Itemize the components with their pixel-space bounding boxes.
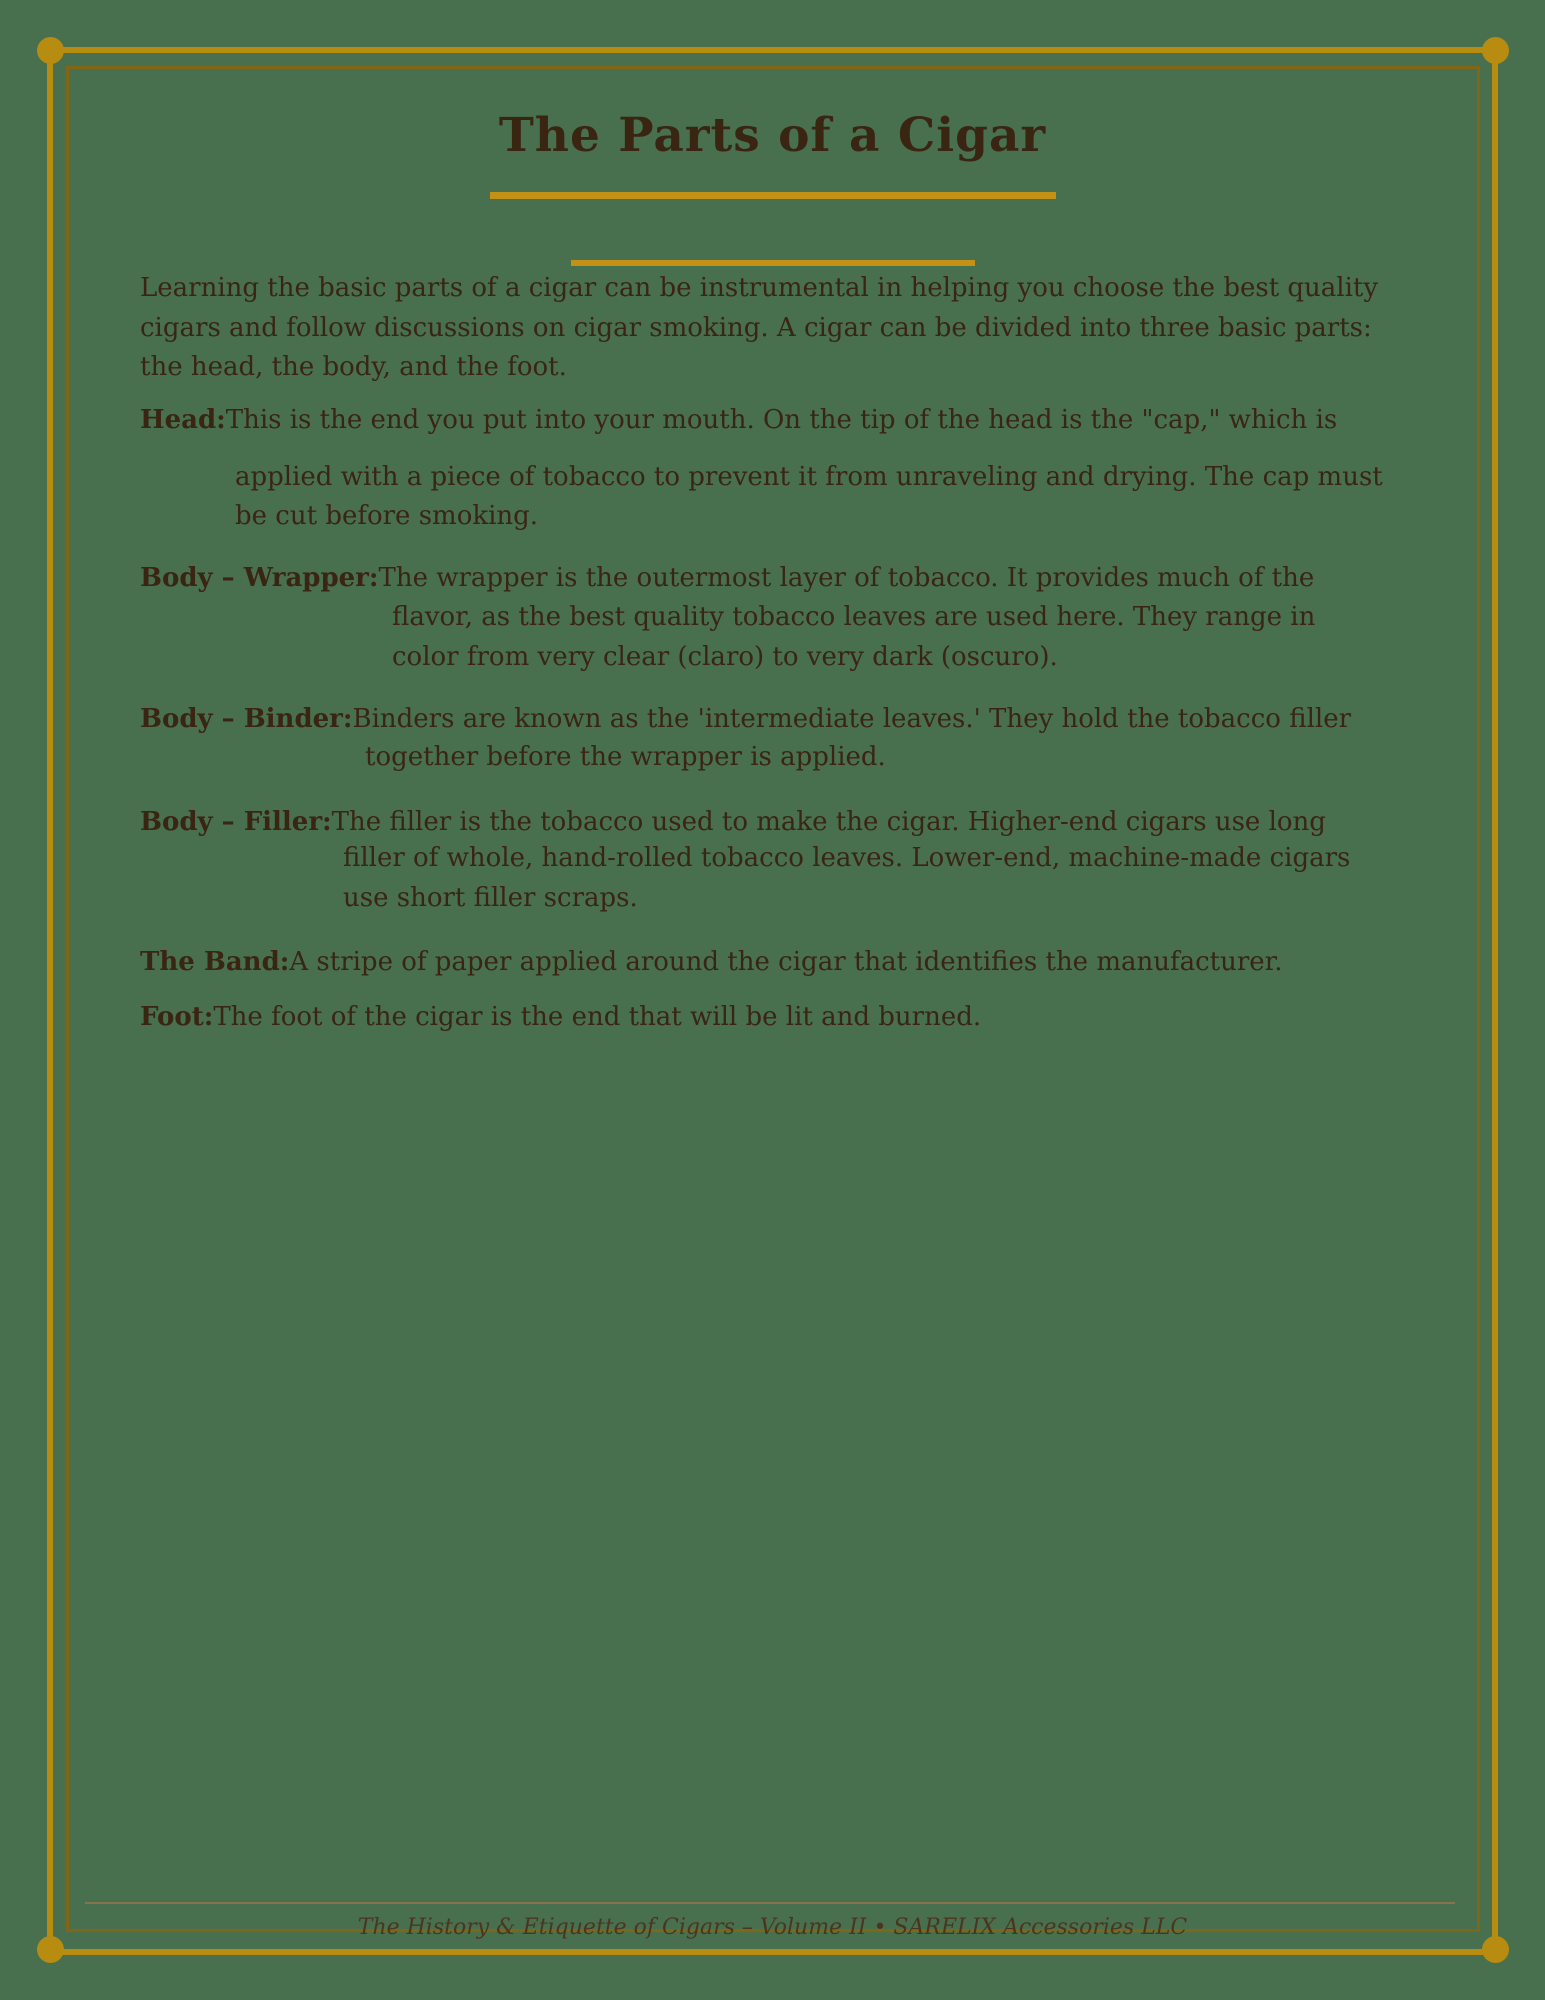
footer-text: The History & Etiquette of Cigars – Volume II • SARELIX Accessories LLC <box>357 1915 1188 1940</box>
section-band-label: The Band: <box>140 947 290 977</box>
section-foot-text: The foot of the cigar is the end that will be lit and burned. <box>213 1002 982 1032</box>
section-head-continuation: applied with a piece of tobacco to prevent it from unraveling and drying. The cap must <box>235 462 1383 492</box>
intro-line: Learning the basic parts of a cigar can be instrumental in helping you choose the best quality <box>140 273 1379 303</box>
corner-dot-top-left <box>37 37 64 64</box>
intro-line: cigars and follow discussions on cigar smoking. A cigar can be divided into three basic parts: <box>140 313 1372 343</box>
intro-line: the head, the body, and the foot. <box>140 352 567 382</box>
section-foot-label: Foot: <box>140 1002 214 1032</box>
corner-dot-bottom-right <box>1482 1936 1509 1963</box>
section-band-text: A stripe of paper applied around the cigar that identifies the manufacturer. <box>289 947 1283 977</box>
section-wrapper <box>140 558 1314 598</box>
section-filler-continuation: filler of whole, hand-rolled tobacco leaves. Lower-end, machine-made cigars <box>343 843 1351 873</box>
footer-divider <box>85 1902 1455 1904</box>
corner-dot-bottom-left <box>37 1936 64 1963</box>
section-binder <box>140 699 1351 739</box>
section-filler-text: The filler is the tobacco used to make the cigar. Higher-end cigars use long <box>331 807 1326 837</box>
section-filler-continuation: use short filler scraps. <box>343 883 638 913</box>
section-wrapper-label: Body – Wrapper: <box>140 563 379 593</box>
section-filler <box>140 802 1326 842</box>
section-foot <box>140 997 981 1037</box>
section-head-label: Head: <box>140 405 226 435</box>
section-head-continuation: be cut before smoking. <box>235 501 539 531</box>
page-title: The Parts of a Cigar <box>498 108 1047 163</box>
section-binder-continuation: together before the wrapper is applied. <box>365 742 886 772</box>
corner-dot-top-right <box>1482 37 1509 64</box>
section-filler-label: Body – Filler: <box>140 807 332 837</box>
section-wrapper-text: The wrapper is the outermost layer of tobacco. It provides much of the <box>378 563 1315 593</box>
section-binder-label: Body – Binder: <box>140 704 353 734</box>
section-head-text: This is the end you put into your mouth. On the tip of the head is the "cap," which is <box>225 405 1338 435</box>
section-binder-text: Binders are known as the 'intermediate leaves.' They hold the tobacco filler <box>352 704 1352 734</box>
section-wrapper-continuation: flavor, as the best quality tobacco leaves are used here. They range in <box>392 602 1316 632</box>
title-underline <box>490 192 1056 199</box>
section-head <box>140 400 1337 440</box>
section-band <box>140 942 1283 982</box>
section-wrapper-continuation: color from very clear (claro) to very dark (oscuro). <box>392 642 1058 672</box>
section-divider <box>571 260 975 266</box>
